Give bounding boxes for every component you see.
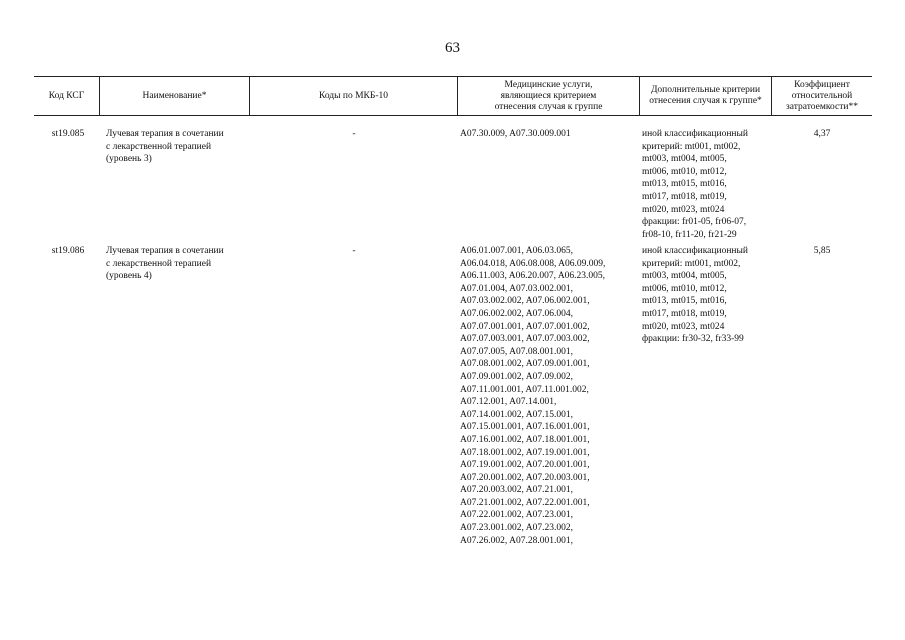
row-name-line: с лекарственной терапией [106,258,212,269]
row-services-line: A06.01.007.001, A06.03.065, [460,246,573,256]
row-services-line: A07.11.001.001, A07.11.001.002, [460,384,589,395]
header-additional-line: Дополнительные критерии [650,85,761,95]
row-criteria-line: mt020, mt023, mt024 [642,204,725,215]
row-criteria-line: mt006, mt010, mt012, [642,166,727,177]
header-services [458,77,640,115]
row-criteria-line: mt017, mt018, mt019, [642,191,727,202]
row-name-line: Лучевая терапия в сочетании [106,246,224,256]
row-name-line: с лекарственной терапией [106,141,212,152]
row-criteria-line: mt013, mt015, mt016, [642,179,727,190]
row-criteria-line: иной классификационный [642,129,748,139]
header-coefficient [772,77,872,115]
header-coefficient-line: Коэффициент [794,79,850,90]
row-criteria-line: mt003, mt004, mt005, [642,154,727,165]
row-services-line: A07.12.001, A07.14.001, [460,397,557,408]
row-criteria-line: критерий: mt001, mt002, [642,258,741,269]
row-mkb: - [352,129,356,139]
header-mkb [250,77,458,115]
row-criteria-line: фракции: fr01-05, fr06-07, [642,217,747,228]
header-mkb-label: Коды по МКБ-10 [318,90,389,101]
row-services-line: A06.11.003, A06.20.007, A06.23.005, [460,271,606,282]
row-services-line: A07.14.001.002, A07.15.001, [460,409,573,420]
row-services-line: A06.04.018, A06.08.008, A06.09.009, [460,258,606,269]
row-services-line: A07.07.005, A07.08.001.001, [460,346,573,357]
row-name-line: (уровень 4) [106,271,152,282]
header-coefficient-line: относительной [791,90,853,101]
row-name [100,128,250,241]
row-criteria-line: критерий: mt001, mt002, [642,141,741,152]
row-services-line: A07.22.001.002, A07.23.001, [460,510,573,521]
row-services-line: A07.01.004, A07.03.002.001, [460,283,573,294]
row-services-line: A07.18.001.002, A07.19.001.001, [460,447,590,458]
row-services-line: A07.30.009, A07.30.009.001 [460,129,571,139]
row-criteria-line: фракции: fr30-32, fr33-99 [642,334,744,345]
row-services [458,245,640,547]
row-criteria [640,128,772,241]
table-header [34,76,872,116]
row-services-line: A07.16.001.002, A07.18.001.001, [460,434,590,445]
header-services-line: Медицинские услуги, [504,79,593,90]
row-services-line: A07.09.001.002, A07.09.002, [460,371,573,382]
header-services-line: отнесения случая к группе [494,101,603,112]
header-additional-line: отнесения случая к группе* [649,96,762,106]
header-code [34,77,100,115]
row-services-line: A07.15.001.001, A07.16.001.001, [460,422,590,433]
table-row [34,128,872,241]
row-name-line: (уровень 3) [106,154,152,165]
row-services-line: A07.03.002.002, A07.06.002.001, [460,296,590,307]
row-services-line: A07.20.003.002, A07.21.001, [460,485,573,496]
row-criteria-line: mt013, mt015, mt016, [642,296,727,307]
row-coefficient: 5,85 [813,246,831,256]
row-services-line: A07.21.001.002, A07.22.001.001, [460,497,590,508]
row-coefficient: 4,37 [813,129,831,139]
row-code: st19.085 [51,129,85,139]
row-criteria [640,245,772,547]
row-criteria-line: fr08-10, fr11-20, fr21-29 [642,229,737,240]
header-name [100,77,250,115]
row-services-line: A07.20.001.002, A07.20.003.001, [460,472,590,483]
header-services-line: являющиеся критерием [500,90,597,101]
row-services-line: A07.19.001.002, A07.20.001.001, [460,460,590,471]
row-name [100,245,250,547]
row-services-line: A07.26.002, A07.28.001.001, [460,535,573,546]
row-criteria-line: mt003, mt004, mt005, [642,271,727,282]
header-coefficient-line: затратоемкости** [786,101,858,112]
row-services-line: A07.07.003.001, A07.07.003.002, [460,334,590,345]
header-code-label: Код КСГ [48,90,85,101]
row-criteria-line: mt020, mt023, mt024 [642,321,725,332]
row-code: st19.086 [51,246,85,256]
page-number: 63 [445,40,460,56]
row-services [458,128,640,241]
row-mkb: - [352,246,356,256]
table-row [34,245,872,547]
row-name-line: Лучевая терапия в сочетании [106,129,224,139]
row-services-line: A07.23.001.002, A07.23.002, [460,523,573,534]
row-services-line: A07.08.001.002, A07.09.001.001, [460,359,590,370]
header-additional [640,77,772,115]
row-criteria-line: mt006, mt010, mt012, [642,283,727,294]
row-criteria-line: иной классификационный [642,246,748,256]
row-criteria-line: mt017, mt018, mt019, [642,308,727,319]
row-services-line: A07.07.001.001, A07.07.001.002, [460,321,590,332]
row-services-line: A07.06.002.002, A07.06.004, [460,308,573,319]
header-name-label: Наименование* [142,90,207,101]
